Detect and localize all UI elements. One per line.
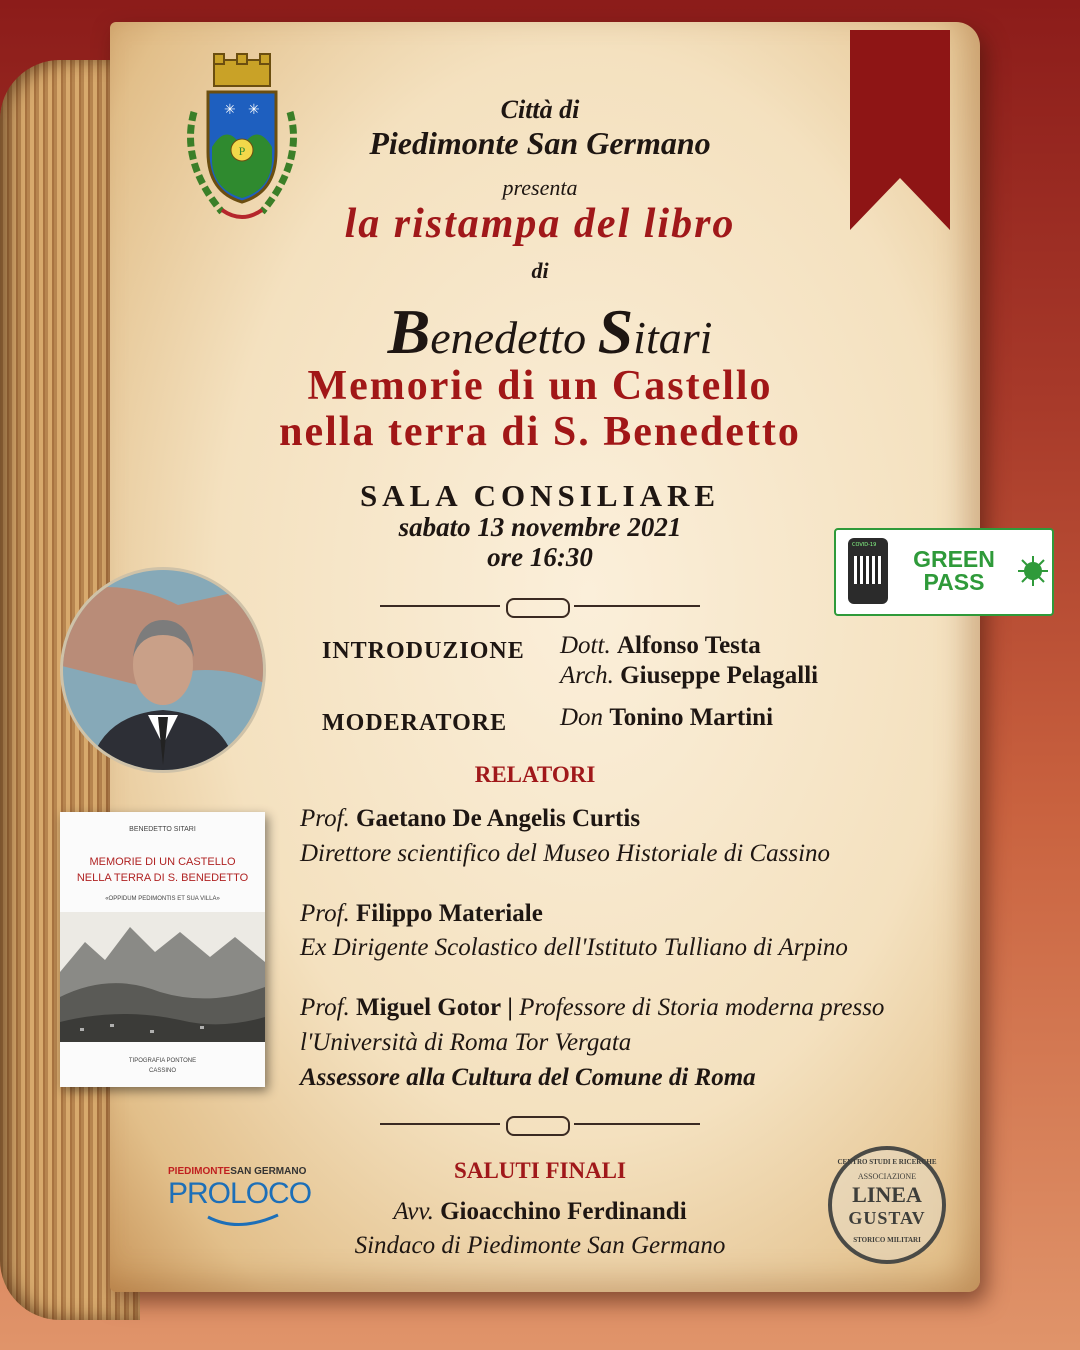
event-time: ore 16:30	[487, 542, 593, 572]
speaker-3-role-2: l'Università di Roma Tor Vergata	[300, 1029, 632, 1056]
svg-text:✳: ✳	[224, 102, 236, 118]
book-cover	[60, 812, 265, 1087]
relatori-label: RELATORI	[474, 762, 596, 787]
cover-title-2: NELLA TERRA DI S. BENEDETTO	[76, 872, 249, 884]
headline: la ristampa del libro	[344, 201, 736, 247]
cover-engraving	[60, 912, 265, 1042]
qr-code-icon	[854, 556, 882, 584]
city-name: Piedimonte San Germano	[369, 125, 711, 161]
moderatore-label: MODERATORE	[322, 710, 508, 736]
green-pass-badge	[834, 528, 1054, 616]
green-pass-label: GREEN PASS	[913, 546, 995, 595]
speaker-1-name: Prof. Gaetano De Angelis Curtis	[300, 805, 641, 832]
city-prefix: Città di	[500, 95, 580, 124]
wave-icon	[168, 1211, 318, 1231]
by-text: di	[531, 258, 549, 283]
author-name	[280, 295, 820, 369]
ornament-divider-2	[380, 1114, 700, 1134]
cover-author: BENEDETTO SITARI	[129, 826, 196, 833]
phone-icon: COVID-19	[848, 538, 888, 604]
author-portrait	[58, 565, 268, 775]
author-first-rest: enedetto	[430, 312, 587, 363]
linea-gustav-stamp: CENTRO STUDI E RICERCHE ASSOCIAZIONE LINEA GUSTAV STORICO MILITARI	[828, 1146, 946, 1264]
proloco-logo: PIEDIMONTESAN GERMANO PROLOCO	[168, 1166, 318, 1236]
ornament-divider	[380, 596, 700, 616]
event-date: sabato 13 novembre 2021	[398, 512, 682, 542]
cover-subtitle: «OPPIDUM PEDIMONTIS ET SUA VILLA»	[105, 896, 220, 902]
saluti-role: Sindaco di Piedimonte San Germano	[354, 1232, 726, 1259]
cover-title-1: MEMORIE DI UN CASTELLO	[89, 856, 236, 868]
intro-person-2: Arch. Giuseppe Pelagalli	[560, 662, 819, 689]
cover-place: CASSINO	[148, 1068, 176, 1074]
speaker-3-name: Prof. Miguel Gotor | Professore di Storia moderna presso	[300, 994, 885, 1021]
speaker-2-role: Ex Dirigente Scolastico dell'Istituto Tulliano di Arpino	[300, 934, 848, 961]
author-last-initial: S	[597, 296, 634, 367]
moderatore-person: Don Tonino Martini	[560, 704, 774, 731]
saluti-label: SALUTI FINALI	[454, 1158, 626, 1183]
speaker-2-name: Prof. Filippo Materiale	[300, 900, 543, 927]
speaker-3-role-3: Assessore alla Cultura del Comune di Roma	[300, 1064, 756, 1091]
virus-icon	[1016, 554, 1050, 588]
introduzione-label: INTRODUZIONE	[322, 638, 525, 664]
cover-publisher: TIPOGRAFIA PONTONE	[128, 1058, 197, 1064]
book-title-line2: nella terra di S. Benedetto	[279, 409, 801, 455]
presents-text: presenta	[502, 175, 578, 200]
intro-person-1: Dott. Alfonso Testa	[560, 632, 761, 659]
author-first-initial: B	[387, 296, 431, 367]
svg-text:P: P	[238, 144, 246, 158]
svg-text:✳: ✳	[248, 102, 260, 118]
speaker-1-role: Direttore scientifico del Museo Historiale di Cassino	[300, 840, 831, 867]
saluti-person: Avv. Gioacchino Ferdinandi	[393, 1198, 687, 1225]
venue: SALA CONSILIARE	[359, 478, 721, 513]
author-last-rest: itari	[633, 312, 713, 363]
book-title-line1: Memorie di un Castello	[307, 363, 773, 409]
